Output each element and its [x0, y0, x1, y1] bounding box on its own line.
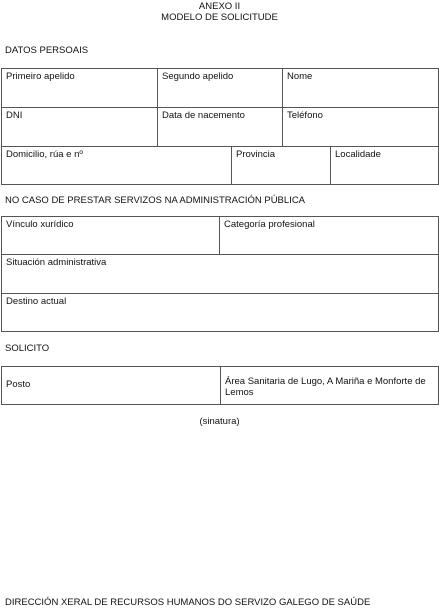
dni-field[interactable] [1, 107, 158, 147]
provincia-field[interactable] [231, 146, 331, 185]
segundo-apelido-label: Segundo apelido [162, 71, 234, 82]
categoria-label: Categoría profesional [224, 219, 315, 230]
footer-addressee: DIRECCIÓN XERAL DE RECURSOS HUMANOS DO SERVIZO GALEGO DE SAÚDE [5, 597, 371, 608]
situacion-label: Situación administrativa [6, 257, 107, 268]
personal-section-title: DATOS PERSOAIS [5, 45, 89, 56]
telefono-field[interactable] [282, 107, 439, 147]
domicilio-field[interactable] [1, 146, 232, 185]
nome-label: Nome [287, 71, 313, 82]
signature-label: (sinatura) [199, 416, 240, 427]
area-field[interactable] [220, 366, 439, 405]
annex-label: ANEXO II [198, 1, 241, 12]
telefono-label: Teléfono [287, 110, 323, 121]
domicilio-label: Domicilio, rúa e nº [6, 149, 83, 160]
localidade-field[interactable] [330, 146, 439, 185]
posto-label: Posto [6, 379, 31, 390]
form-title: MODELO DE SOLICITUDE [161, 12, 278, 23]
provincia-label: Provincia [236, 149, 276, 160]
situacion-field[interactable] [1, 254, 439, 294]
nome-field[interactable] [282, 68, 439, 108]
request-section-title: SOLICITO [5, 343, 50, 354]
localidade-label: Localidade [335, 149, 381, 160]
categoria-field[interactable] [219, 216, 439, 255]
primeiro-apelido-field[interactable] [1, 68, 158, 108]
vinculo-label: Vínculo xurídico [6, 219, 74, 230]
primeiro-apelido-label: Primeiro apelido [6, 71, 75, 82]
posto-field[interactable] [1, 366, 221, 405]
destino-label: Destino actual [6, 296, 67, 307]
segundo-apelido-field[interactable] [157, 68, 283, 108]
area-label: Área Sanitaria de Lugo, A Mariña e Monforte de Lemos [225, 376, 426, 398]
data-nacemento-field[interactable] [157, 107, 283, 147]
data-nacemento-label: Data de nacemento [162, 110, 245, 121]
vinculo-field[interactable] [1, 216, 220, 255]
dni-label: DNI [6, 110, 23, 121]
public-service-section-title: NO CASO DE PRESTAR SERVIZOS NA ADMINISTRACIÓN PÚBLICA [5, 195, 306, 206]
destino-field[interactable] [1, 293, 439, 332]
